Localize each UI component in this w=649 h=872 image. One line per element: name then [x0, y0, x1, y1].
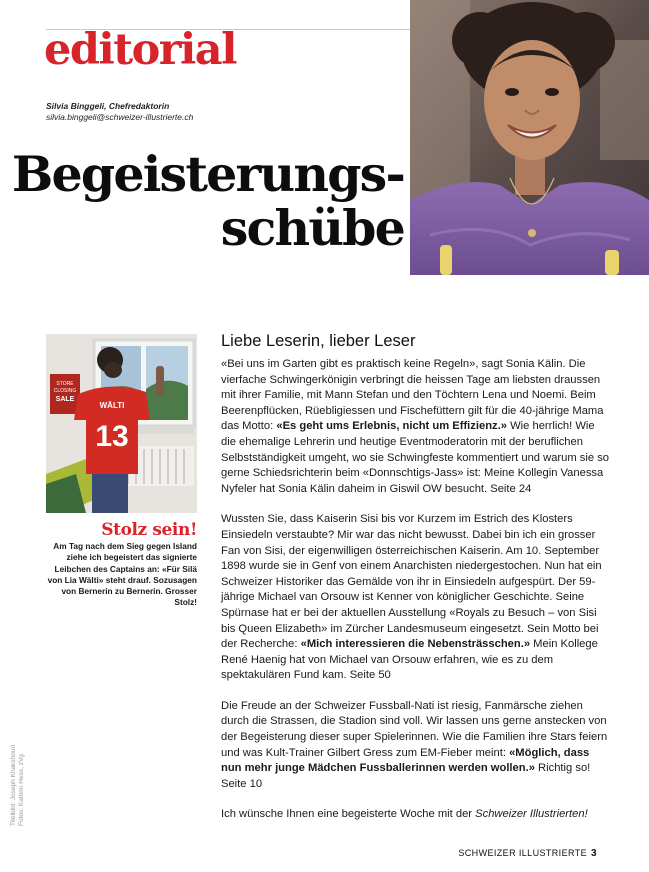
footer-magazine-name: SCHWEIZER ILLUSTRIERTE — [458, 848, 588, 858]
closing-magazine-name: Schweizer Illustrierten! — [475, 808, 588, 821]
photo-credit — [10, 745, 26, 826]
caption-title: Stolz sein! — [101, 520, 197, 540]
jersey-number-text: 13 — [95, 420, 129, 453]
paragraph-1-quote: «Es geht ums Erlebnis, nicht um Effizienz.» — [276, 420, 507, 433]
sign-text-line-1: STORE — [56, 381, 74, 387]
headline-line-2: schübe — [220, 199, 404, 257]
paragraph-1-text-end: Wie herrlich! Wie die ehemalige Lehrerin und heutige Eventmoderatorin mit der beruflichen Selbstständigkeit umgeht, wo sie Schwingfeste kommentiert und warum sie so gerne Schiedsrichterin beim «Donnschtigs-Jass» ist: Meine Kollegin Vanessa Nyfeler hat Sonia Kälin daheim in Giswil OW besucht. Seite 24 — [221, 420, 610, 495]
paragraph-2-quote: «Mich interessieren die Nebensträsschen.» — [300, 638, 531, 651]
paragraph-1 — [221, 357, 611, 497]
author-block — [46, 101, 193, 123]
paragraph-3-quote: «Möglich, dass nun mehr junge Mädchen Fussballerinnen werden wollen.» — [221, 746, 590, 775]
photo-credit-line-2: Fotos: Kathrin Hess, zVg — [18, 754, 25, 826]
sign-text-line-3: SALE — [55, 396, 75, 403]
paragraph-3 — [221, 699, 611, 793]
page-footer — [458, 848, 597, 859]
photo-caption — [46, 520, 197, 609]
paragraph-1-text: «Bei uns im Garten gibt es praktisch keine Regeln», sagt Sonia Kälin. Die vierfache Schwingerkönigin verbringt die heissen Tage am liebsten draussen mit ihrer Familie, mit Mann Stefan und den Töchtern Lena und Noemi. Beim Beerenpflücken, Rüebligiessen und Fischefüttern gilt für die 40-jährige Mama das Motto: — [221, 358, 604, 433]
headline — [12, 147, 404, 255]
paragraph-2-text-end: Mein Kollege René Haenig hat von Michael van Orsouw erfahren, wie es zu dem spektakulären Fund kam. Seite 50 — [221, 638, 598, 682]
section-title: editorial — [44, 25, 236, 75]
photo-credit-line-1: Titelbild: Joseph Khakshouri — [10, 744, 17, 826]
paragraph-2 — [221, 512, 611, 684]
author-name: Silvia Binggeli, Chefredaktorin — [46, 101, 170, 111]
paragraph-3-text: Die Freude an der Schweizer Fussball-Nati ist riesig, Fanmärsche ziehen durch die Strassen, die Stadion sind voll. Wir lassen uns gerne anstecken von der Begeisterung dieser super Spielerinnen. Wie die Familien ihre Stars feiern und was Kult-Trainer Gilbert Gress zum EM-Fieber meint: — [221, 699, 608, 759]
sign-text-line-2: CLOSING — [53, 388, 77, 394]
greeting: Liebe Leserin, lieber Leser — [221, 332, 416, 350]
author-portrait-photo — [410, 0, 649, 275]
paragraph-2-text: Wussten Sie, dass Kaiserin Sisi bis vor Kurzem im Estrich des Klosters Einsiedeln verstaubte? Mir war das nicht bewusst. Dabei bin ich ein grosser Fan von Sisi, der eigenwilligen österreichischen Kaiserin. Am 10. September 1898 wurde sie in Genf von einem Anarchisten niedergestochen. Nun hat ein Schweizer Historiker das Gemälde von ihr in Einsiedeln aufgespürt. Der 59-jährige Michael van Orsouw ist Kenner von königlicher Geschichte. Seine Spürnase hat er bei der aktuellen Ausstellung «Royals zu Besuch – von Sisi bis Queen Elizabeth» im Zürcher Landesmuseum eingesetzt. Sein Motto bei der Recherche: — [221, 513, 602, 651]
closing-text: Ich wünsche Ihnen eine begeisterte Woche mit der — [221, 808, 476, 821]
author-email[interactable]: silvia.binggeli@schweizer-illustrierte.ch — [46, 112, 194, 122]
headline-line-1: Begeisterungs- — [11, 145, 404, 203]
jersey-name-text: WÄLTI — [99, 401, 125, 410]
jersey-photo — [46, 334, 197, 513]
article-body — [221, 331, 611, 838]
paragraph-3-text-end: Richtig so! Seite 10 — [221, 762, 591, 790]
closing-line — [221, 807, 611, 823]
page-number: 3 — [591, 848, 597, 859]
caption-text: Am Tag nach dem Sieg gegen Island ziehe ich begeistert das signierte Leibchen des Captains an: «Für Silä von Lia Wälti» steht drauf. Sozusagen von Bernerin zu Bernerin. Grosser Stolz! — [47, 541, 197, 608]
